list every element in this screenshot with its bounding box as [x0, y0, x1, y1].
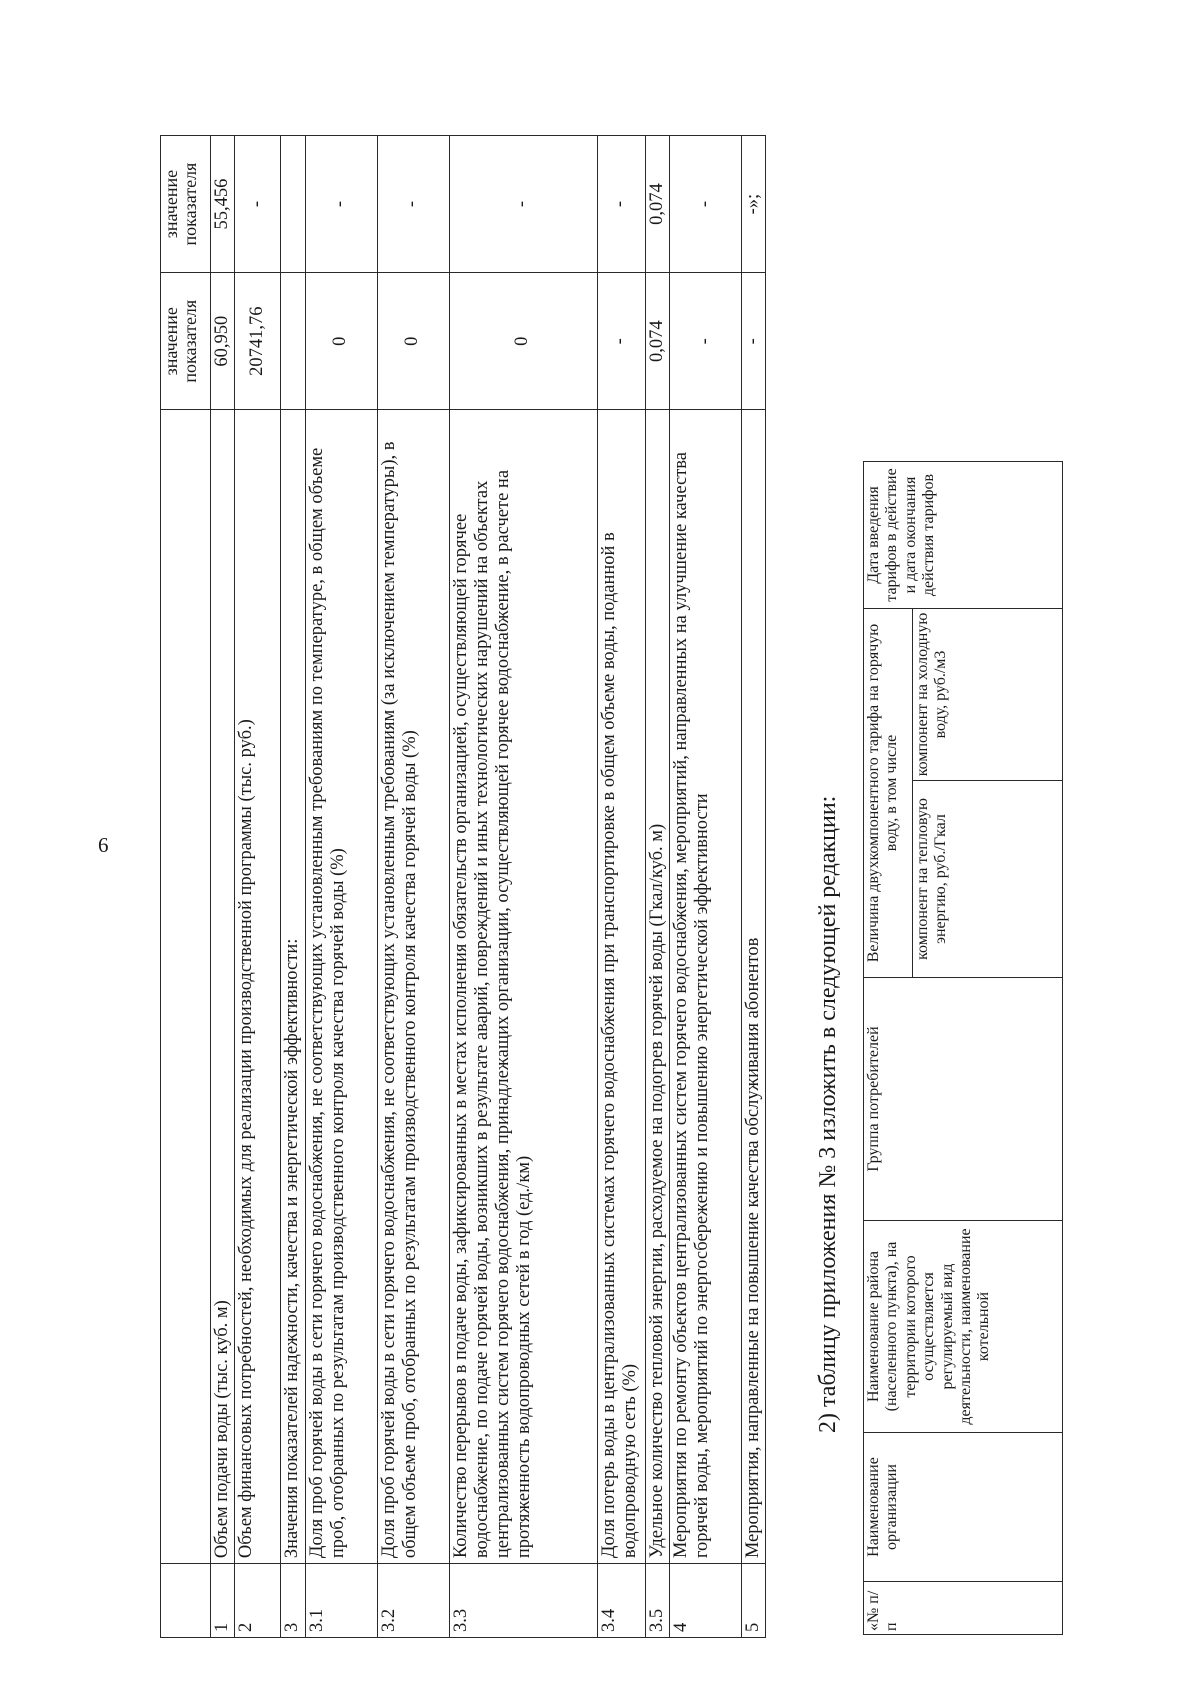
col-dates-header: Дата введения тарифов в действие и дата окончания действия тарифов: [864, 462, 1063, 609]
table-row: [235, 136, 281, 1638]
table-row: [377, 136, 449, 1638]
indicators-table: [160, 135, 766, 1638]
tariff-table: [863, 461, 1063, 1635]
intro-text: 2) таблицу приложения № 3 изложить в следующей редакции:: [815, 795, 841, 1433]
row-value-1: -: [741, 273, 765, 410]
row-value-2: -: [305, 136, 377, 273]
col-district-header: Наименование района (населенного пункта), на территории которого осуществляется регулируемый вид деятельности, наименование котельной: [864, 1221, 1063, 1433]
tariff-header-row-1: [864, 462, 913, 1635]
header-value-2: значение показателя: [161, 136, 211, 273]
row-value-2: 0,074: [645, 136, 669, 273]
header-value-1: значение показателя: [161, 273, 211, 410]
row-name: Количество перерывов в подаче воды, зафиксированных в местах исполнения обязательств организацией, осуществляющей горячее водоснабжение, по подаче горячей воды, возникших в результате аварий, повреждений и иных технологических нарушений на объектах централизованных систем горячего водоснабжения, принадлежащих организации, осуществляющей горячее водоснабжение, в расчете на протяженность водопроводных сетей в год (ед./км): [449, 410, 597, 1564]
table-row: [645, 136, 669, 1638]
row-name: Мероприятия, направленные на повышение качества обслуживания абонентов: [741, 410, 765, 1564]
col-tariff-header: Величина двухкомпонентного тарифа на горячую воду, в том числе: [864, 609, 913, 978]
row-value-2: -: [377, 136, 449, 273]
row-value-2: [281, 136, 305, 273]
table-row: [211, 136, 235, 1638]
table-row: [281, 136, 305, 1638]
indicators-table-header-row: [161, 136, 211, 1638]
row-value-2: -»;: [741, 136, 765, 273]
row-number: 5: [741, 1564, 765, 1638]
row-number: 3.5: [645, 1564, 669, 1638]
table-row: [741, 136, 765, 1638]
col-water-header: компонент на холодную воду, руб./м3: [913, 609, 1063, 781]
row-value-1: 0: [449, 273, 597, 410]
row-value-1: [281, 273, 305, 410]
row-value-1: 0: [377, 273, 449, 410]
col-group-header: Группа потребителей: [864, 978, 1063, 1221]
col-org-header: Наименование организации: [864, 1433, 1063, 1582]
rotated-page-content: [25, 38, 1125, 1638]
row-value-2: 55,456: [211, 136, 235, 273]
row-number: 3.4: [597, 1564, 645, 1638]
row-value-1: 0: [305, 273, 377, 410]
col-num-header: «№ п/п: [864, 1582, 1063, 1635]
table-row: [449, 136, 597, 1638]
row-number: 3: [281, 1564, 305, 1638]
page-number: 6: [98, 833, 109, 857]
table-row: [305, 136, 377, 1638]
table-row: [597, 136, 645, 1638]
row-name: Объем подачи воды (тыс. куб. м): [211, 410, 235, 1564]
col-heat-header: компонент на тепловую энергию, руб./Гкал: [913, 781, 1063, 978]
row-name: Доля проб горячей воды в сети горячего водоснабжения, не соответствующих установленным требованиям (за исключением температуры), в общем объеме проб, отобранных по результатам производственного контроля качества горячей воды (%): [377, 410, 449, 1564]
header-name-cell: [161, 410, 211, 1564]
row-value-2: -: [669, 136, 741, 273]
row-number: 3.3: [449, 1564, 597, 1638]
row-number: 3.1: [305, 1564, 377, 1638]
row-value-1: -: [669, 273, 741, 410]
row-name: Доля потерь воды в централизованных системах горячего водоснабжения при транспортировке в общем объеме воды, поданной в водопроводную сеть (%): [597, 410, 645, 1564]
row-value-1: 20741,76: [235, 273, 281, 410]
row-value-1: 60,950: [211, 273, 235, 410]
row-name: Мероприятия по ремонту объектов централизованных систем горячего водоснабжения, мероприятий, направленных на улучшение качества горячей воды, мероприятий по энергосбережению и повышению энергетической эффективности: [669, 410, 741, 1564]
row-name: Удельное количество тепловой энергии, расходуемое на подогрев горячей воды (Гкал/куб. м): [645, 410, 669, 1564]
row-value-2: -: [235, 136, 281, 273]
row-number: 3.2: [377, 1564, 449, 1638]
table-row: [669, 136, 741, 1638]
row-number: 4: [669, 1564, 741, 1638]
row-name: Объем финансовых потребностей, необходимых для реализации производственной программы (тыс. руб.): [235, 410, 281, 1564]
row-number: 2: [235, 1564, 281, 1638]
row-name: Значения показателей надежности, качества и энергетической эффективности:: [281, 410, 305, 1564]
row-value-1: -: [597, 273, 645, 410]
header-num-cell: [161, 1564, 211, 1638]
row-value-2: -: [597, 136, 645, 273]
row-name: Доля проб горячей воды в сети горячего водоснабжения, не соответствующих установленным требованиям по температуре, в общем объеме проб, отобранных по результатам производственного контроля качества горячей воды (%): [305, 410, 377, 1564]
row-value-2: -: [449, 136, 597, 273]
row-number: 1: [211, 1564, 235, 1638]
row-value-1: 0,074: [645, 273, 669, 410]
